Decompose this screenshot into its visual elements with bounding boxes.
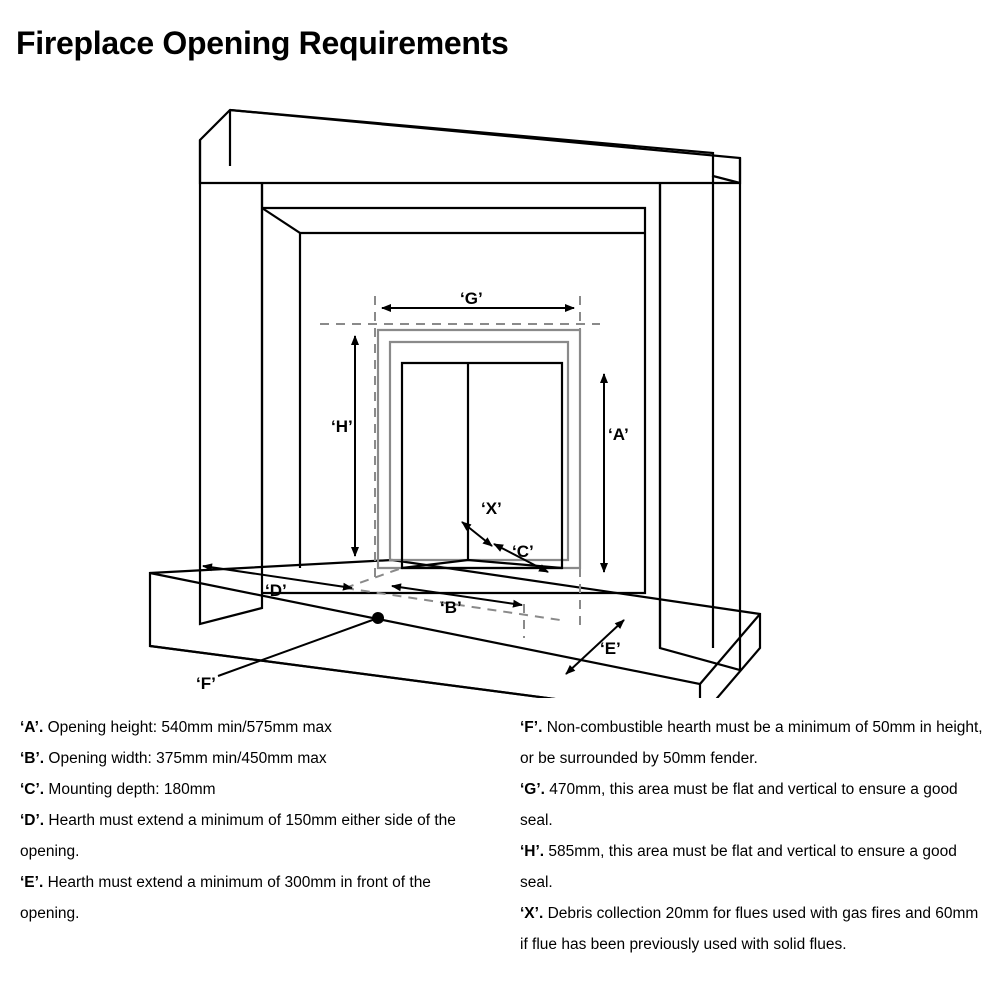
legend-key-h: ‘H’. [520, 843, 545, 860]
legend-text-h: 585mm, this area must be flat and vertical to ensure a good seal. [520, 843, 957, 891]
label-f: ‘F’ [196, 674, 216, 693]
legend-column-right [520, 712, 990, 960]
legend-key-c: ‘C’. [20, 781, 45, 798]
legend-text-c: Mounting depth: 180mm [44, 781, 216, 798]
legend-key-e: ‘E’. [20, 874, 44, 891]
leader-dot-f [372, 612, 384, 624]
surround-top-back-edge [230, 110, 740, 183]
surround-right-leg [660, 158, 740, 670]
legend-text-g: 470mm, this area must be flat and vertical to ensure a good seal. [520, 781, 958, 829]
fire-opening-grey-frame [378, 330, 580, 568]
legend-item-h [520, 836, 990, 898]
fire-opening-grey-inner [390, 342, 568, 560]
legend [0, 712, 1000, 1000]
fireplace-diagram [0, 48, 1000, 698]
label-e: ‘E’ [600, 639, 621, 658]
legend-item-b [20, 743, 490, 774]
legend-item-g [520, 774, 990, 836]
legend-item-c [20, 774, 490, 805]
label-c: ‘C’ [512, 542, 534, 561]
legend-item-e [20, 867, 490, 929]
legend-key-g: ‘G’. [520, 781, 545, 798]
label-d: ‘D’ [265, 581, 287, 600]
legend-item-f [520, 712, 990, 774]
surround-left-leg [200, 140, 262, 624]
page-title: Fireplace Opening Requirements [16, 25, 509, 62]
legend-item-d [20, 805, 490, 867]
legend-text-x: Debris collection 20mm for flues used with gas fires and 60mm if flue has been previously used with solid flues. [520, 905, 979, 953]
label-h: ‘H’ [331, 417, 353, 436]
legend-item-x [520, 898, 990, 960]
legend-item-a [20, 712, 490, 743]
legend-text-a: Opening height: 540mm min/575mm max [43, 719, 332, 736]
leader-line-f [218, 618, 378, 676]
label-g: ‘G’ [460, 289, 483, 308]
surround-top-slab [200, 110, 740, 183]
hearth-right-edge [700, 614, 760, 684]
legend-text-d: Hearth must extend a minimum of 150mm either side of the opening. [20, 812, 456, 860]
legend-text-e: Hearth must extend a minimum of 300mm in front of the opening. [20, 874, 431, 922]
legend-key-x: ‘X’. [520, 905, 544, 922]
legend-column-left [20, 712, 490, 929]
fireplace-diagram-svg [0, 48, 1000, 698]
label-x: ‘X’ [481, 499, 502, 518]
dimension-line-x [462, 522, 492, 546]
legend-key-f: ‘F’. [520, 719, 543, 736]
legend-text-f: Non-combustible hearth must be a minimum of 50mm in height, or be surrounded by 50mm fender. [520, 719, 983, 767]
legend-key-a: ‘A’. [20, 719, 44, 736]
surround-inner-left-return [262, 208, 300, 568]
dashed-diagonal-left [345, 568, 402, 588]
label-a: ‘A’ [608, 425, 629, 444]
legend-key-d: ‘D’. [20, 812, 45, 829]
legend-text-b: Opening width: 375mm min/450mm max [44, 750, 327, 767]
legend-key-b: ‘B’. [20, 750, 45, 767]
surround-inner-opening [262, 208, 645, 593]
label-b: ‘B’ [440, 598, 462, 617]
